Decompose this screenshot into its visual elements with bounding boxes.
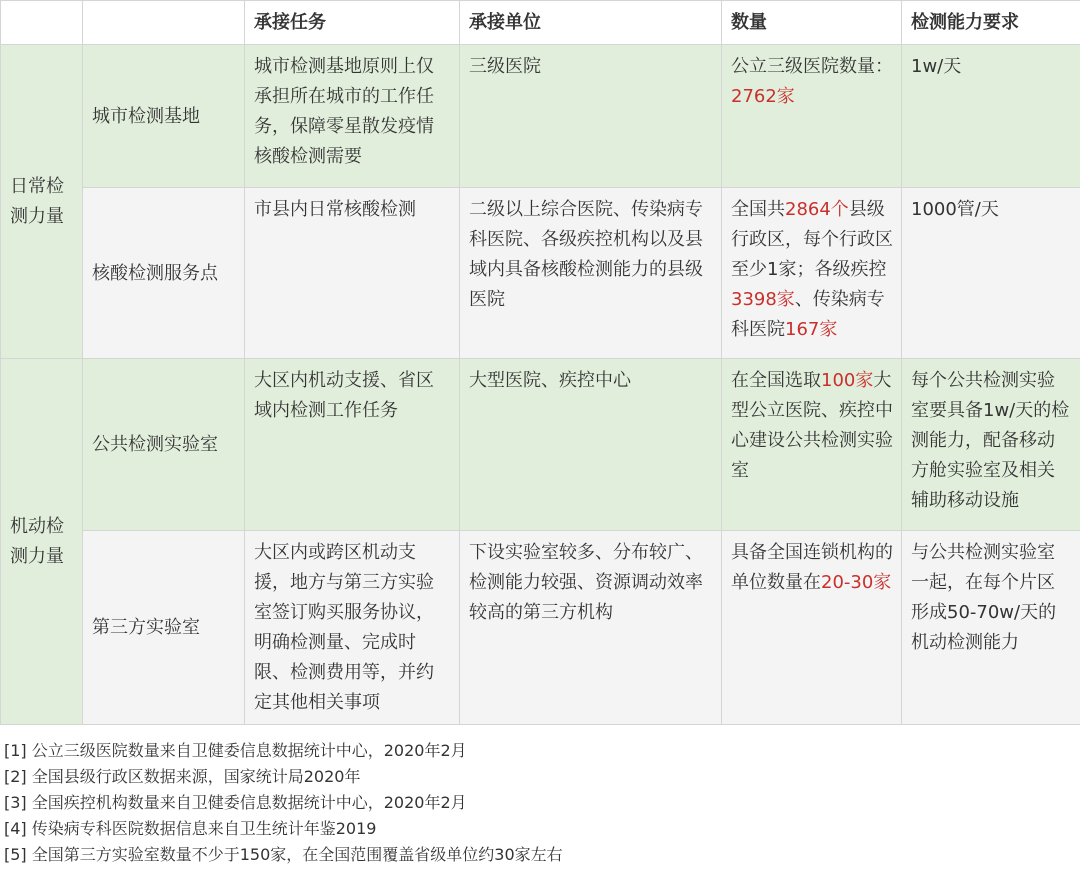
- task-cell: 城市检测基地原则上仅承担所在城市的工作任务，保障零星散发疫情核酸检测需要: [245, 45, 460, 188]
- highlight-number: 167家: [785, 319, 838, 340]
- task-cell: 大区内或跨区机动支援，地方与第三方实验室签订购买服务协议，明确检测量、完成时限、检测费用等，并约定其他相关事项: [245, 531, 460, 725]
- requirement-cell: 每个公共检测实验室要具备1w/天的检测能力，配备移动方舱实验室及相关辅助移动设施: [902, 359, 1080, 531]
- highlight-number: 3398家: [731, 289, 795, 310]
- row-name: 城市检测基地: [83, 45, 245, 188]
- requirement-cell: 1000管/天: [902, 188, 1080, 359]
- group-label: 日常检测力量: [1, 45, 83, 359]
- footnote: [2] 全国县级行政区数据来源，国家统计局2020年: [4, 767, 361, 786]
- footnote: [4] 传染病专科医院数据信息来自卫生统计年鉴2019: [4, 819, 377, 838]
- unit-cell: 二级以上综合医院、传染病专科医院、各级疾控机构以及县域内具备核酸检测能力的县级医院: [460, 188, 722, 359]
- quantity-cell: [722, 359, 902, 531]
- header-unit: 承接单位: [460, 1, 722, 45]
- header-cell: [83, 1, 245, 45]
- row-name: 第三方实验室: [83, 531, 245, 725]
- quantity-text: 全国共: [731, 199, 785, 220]
- header-task: 承接任务: [245, 1, 460, 45]
- quantity-cell: [722, 531, 902, 725]
- highlight-number: 100家: [821, 370, 874, 391]
- quantity-text: 县级行政区，每个行政区至少1家；各级疾控: [731, 199, 893, 280]
- quantity-cell: [722, 45, 902, 188]
- quantity-text: 大型公立医院、疾控中心建设公共检测实验室: [731, 370, 893, 481]
- task-cell: 大区内机动支援、省区域内检测工作任务: [245, 359, 460, 531]
- highlight-number: 20-30家: [821, 572, 892, 593]
- header-cell: [1, 1, 83, 45]
- table-row: [1, 45, 1080, 188]
- table-row: [1, 359, 1080, 531]
- header-row: [1, 1, 1080, 45]
- row-name: 公共检测实验室: [83, 359, 245, 531]
- header-quantity: 数量: [722, 1, 902, 45]
- highlight-number: 2762家: [731, 86, 795, 107]
- task-cell: 市县内日常核酸检测: [245, 188, 460, 359]
- footnote: [1] 公立三级医院数量来自卫健委信息数据统计中心，2020年2月: [4, 741, 467, 760]
- unit-cell: 下设实验室较多、分布较广、检测能力较强、资源调动效率较高的第三方机构: [460, 531, 722, 725]
- footnotes: [4, 738, 1074, 868]
- group-label: 机动检测力量: [1, 359, 83, 725]
- unit-cell: 三级医院: [460, 45, 722, 188]
- table-row: [1, 188, 1080, 359]
- unit-cell: 大型医院、疾控中心: [460, 359, 722, 531]
- row-name: 核酸检测服务点: [83, 188, 245, 359]
- quantity-text: 在全国选取: [731, 370, 821, 391]
- header-requirement: 检测能力要求: [902, 1, 1080, 45]
- requirement-cell: 1w/天: [902, 45, 1080, 188]
- footnote: [3] 全国疾控机构数量来自卫健委信息数据统计中心，2020年2月: [4, 793, 467, 812]
- quantity-text: 具备全国连锁机构的单位数量在: [731, 542, 893, 593]
- table-row: [1, 531, 1080, 725]
- footnote: [5] 全国第三方实验室数量不少于150家，在全国范围覆盖省级单位约30家左右: [4, 845, 563, 864]
- highlight-number: 2864个: [785, 199, 849, 220]
- quantity-text: 、传染病专科医院: [731, 289, 885, 340]
- quantity-cell: [722, 188, 902, 359]
- quantity-text: 公立三级医院数量：: [731, 56, 893, 77]
- requirement-cell: 与公共检测实验室一起，在每个片区形成50-70w/天的机动检测能力: [902, 531, 1080, 725]
